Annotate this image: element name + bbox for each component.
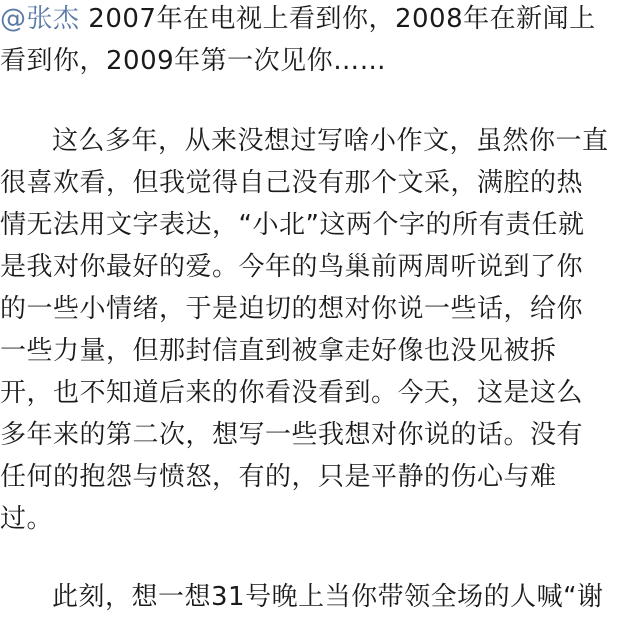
post-text-line: 过。 xyxy=(0,504,54,534)
post-text-line: 是我对你最好的爱。今年的鸟巢前两周听说到了你 xyxy=(0,252,584,282)
post-text-line: 2007年在电视上看到你，2008年在新闻上 xyxy=(79,4,596,34)
post-first-line xyxy=(0,0,596,38)
post-text-line: 多年来的第二次，想写一些我想对你说的话。没有 xyxy=(0,420,584,450)
post-text-line: 这么多年，从来没想过写啥小作文，虽然你一直 xyxy=(52,126,609,156)
user-mention-link[interactable]: @张杰 xyxy=(0,4,80,34)
post-text-line: 看到你，2009年第一次见你…… xyxy=(0,46,387,76)
post-text-line: 的一些小情绪，于是迫切的想对你说一些话，给你 xyxy=(0,294,584,324)
post-text-line: 开，也不知道后来的你看没看到。今天，这是这么 xyxy=(0,378,584,408)
post-text-line: 很喜欢看，但我觉得自己没有那个文采，满腔的热 xyxy=(0,168,584,198)
post-text-line: 任何的抱怨与愤怒，有的，只是平静的伤心与难 xyxy=(0,462,557,492)
post-text-line: 此刻，想一想31号晚上当你带领全场的人喊“谢 xyxy=(52,582,604,612)
post-text-line: 一些力量，但那封信直到被拿走好像也没见被拆 xyxy=(0,336,557,366)
post-text-line: 情无法用文字表达，“小北”这两个字的所有责任就 xyxy=(0,210,585,240)
